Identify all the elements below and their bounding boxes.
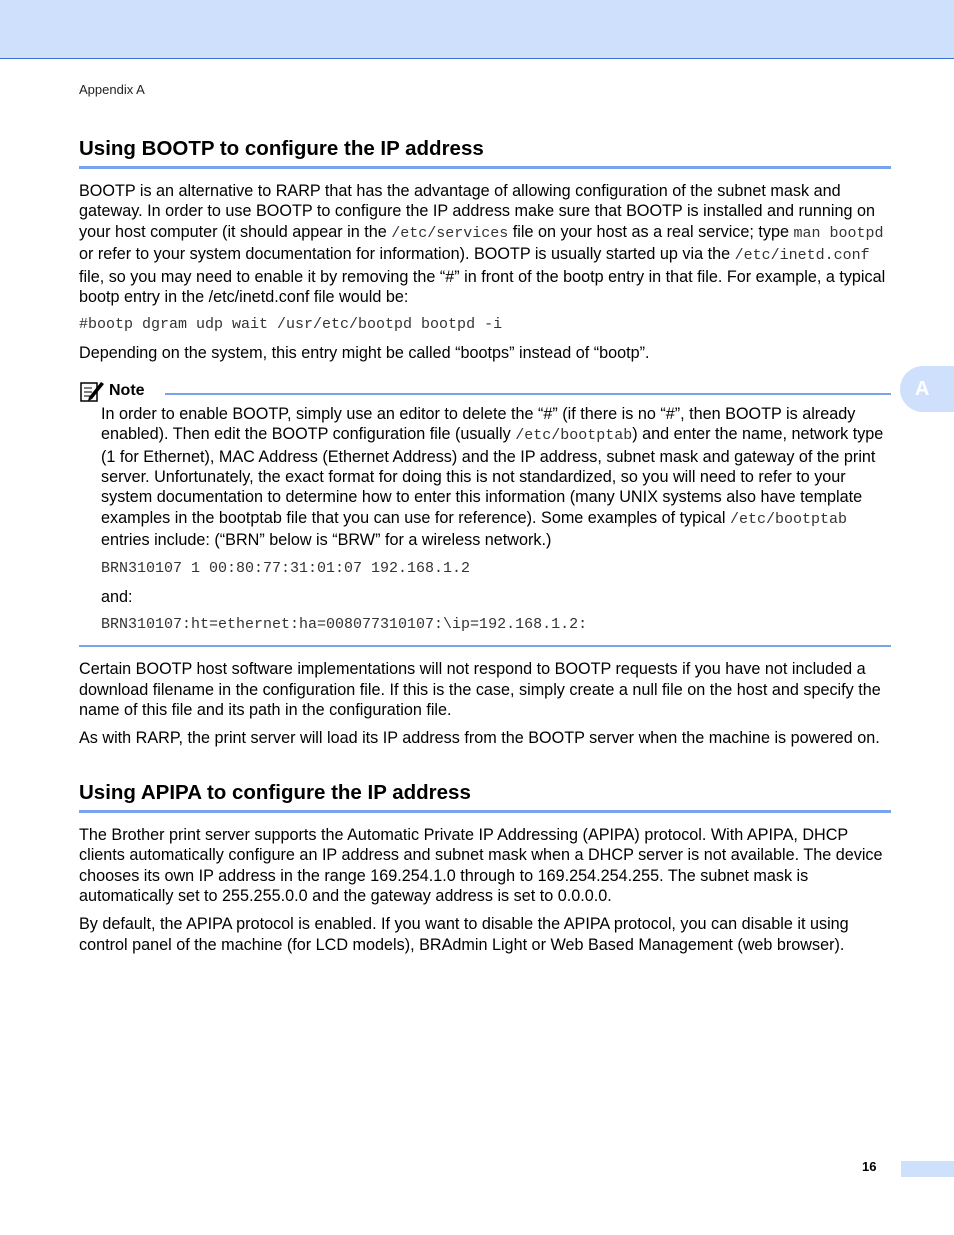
note-and-text: and: bbox=[101, 587, 133, 606]
note-divider bbox=[165, 393, 891, 395]
text-run: entries include: (“BRN” below is “BRW” for a wireless network.) bbox=[101, 531, 552, 550]
bootptab-example-2: BRN310107:ht=ethernet:ha=008077310107:\ip=192.168.1.2: bbox=[101, 616, 588, 634]
text-run: In order to enable BOOTP, simply use an editor to delete the “#” (if there is no “#”, then BOOTP is already enabled). Then edit the BOOTP configuration file (usually bbox=[101, 404, 856, 444]
bootptab-example-1: BRN310107 1 00:80:77:31:01:07 192.168.1.2 bbox=[101, 559, 471, 577]
code-inline: /etc/inetd.conf bbox=[734, 247, 870, 265]
code-inline: /etc/bootptab bbox=[515, 427, 633, 445]
bootp-entry-code: #bootp dgram udp wait /usr/etc/bootpd bootpd -i bbox=[79, 316, 503, 334]
section-title-apipa: Using APIPA to configure the IP address bbox=[79, 779, 891, 813]
note-body bbox=[79, 404, 891, 635]
apipa-disable-paragraph: By default, the APIPA protocol is enabled. If you want to disable the APIPA protocol, you can disable it using control panel of the machine (for LCD models), BRAdmin Light or Web Based Management (web browser). bbox=[79, 915, 849, 954]
page-number-tab bbox=[901, 1161, 954, 1177]
code-inline: /etc/bootptab bbox=[729, 510, 847, 528]
bootps-paragraph: Depending on the system, this entry might be called “bootps” instead of “bootp”. bbox=[79, 344, 650, 363]
apipa-intro-paragraph: The Brother print server supports the Automatic Private IP Addressing (APIPA) protocol. With APIPA, DHCP clients automatically configure an IP address and subnet mask when a DHCP server is not available. The device chooses its own IP address in the range 169.254.1.0 through to 169.254.254.255. The subnet mask is automatically set to 255.255.0.0 and the gateway address is set to 0.0.0.0. bbox=[79, 825, 883, 905]
rarp-paragraph: As with RARP, the print server will load its IP address from the BOOTP server when the machine is powered on. bbox=[79, 729, 880, 748]
note-pencil-icon bbox=[79, 379, 105, 403]
bootp-intro-paragraph bbox=[79, 181, 891, 307]
header-band bbox=[0, 0, 954, 59]
page-number: 16 bbox=[862, 1159, 877, 1174]
running-head: Appendix A bbox=[79, 82, 145, 97]
note-header bbox=[79, 378, 891, 404]
text-run: file on your host as a real service; type bbox=[508, 222, 794, 241]
note-box bbox=[79, 378, 891, 647]
text-run: BOOTP is an alternative to RARP that has the advantage of allowing configuration of the subnet mask and gateway. In order to use BOOTP to configure the IP address make sure that BOOTP is installed and running on your host computer (it should appear in the bbox=[79, 182, 876, 241]
text-run: or refer to your system documentation for information). BOOTP is usually started up via the bbox=[79, 245, 735, 264]
code-inline: /etc/services bbox=[391, 224, 509, 242]
page-content bbox=[79, 135, 891, 955]
code-inline: man bootpd bbox=[793, 224, 884, 242]
appendix-tab-label: A bbox=[915, 377, 930, 400]
note-title: Note bbox=[109, 381, 145, 399]
note-paragraph bbox=[101, 404, 891, 551]
appendix-side-tab bbox=[900, 366, 954, 412]
text-run: file, so you may need to enable it by removing the “#” in front of the bootp entry in that file. For example, a typical bootp entry in the /etc/inetd.conf file would be: bbox=[79, 267, 886, 307]
text-run: ) and enter the name, network type (1 for Ethernet), MAC Address (Ethernet Address) and the IP address, subnet mask and gateway of the print server. Unfortunately, the exact format for doing this is not standardized, so you will need to refer to your system documentation to determine how to enter this information (many UNIX systems also have template examples in the bootptab file that you can use for reference). Some examples of typical bbox=[101, 425, 884, 527]
section-title-bootp: Using BOOTP to configure the IP address bbox=[79, 135, 891, 169]
bootp-filename-paragraph: Certain BOOTP host software implementations will not respond to BOOTP requests if you have not included a download filename in the configuration file. If this is the case, simply create a null file on the host and specify the name of this file and its path in the configuration file. bbox=[79, 660, 881, 719]
